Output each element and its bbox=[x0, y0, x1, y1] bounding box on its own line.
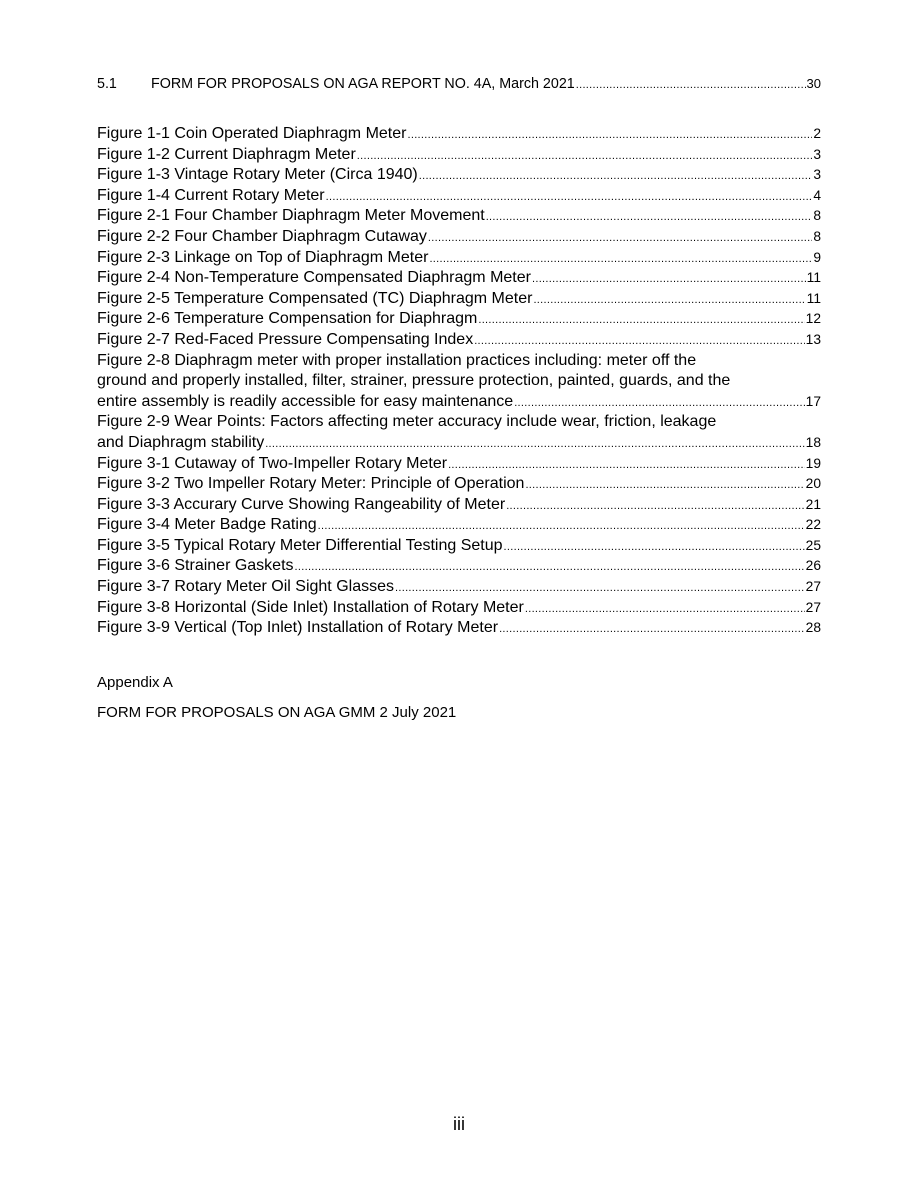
leader-dots bbox=[395, 578, 805, 599]
figure-title-row bbox=[97, 495, 821, 516]
figure-entry[interactable] bbox=[97, 186, 821, 207]
figure-title: Figure 3-1 Cutaway of Two-Impeller Rotary Meter bbox=[97, 454, 448, 472]
leader-dots bbox=[499, 619, 805, 640]
figure-title: Figure 1-1 Coin Operated Diaphragm Meter bbox=[97, 125, 407, 142]
figure-page-number: 21 bbox=[805, 496, 821, 512]
figure-title: Figure 1-3 Vintage Rotary Meter (Circa 1940) bbox=[97, 166, 418, 184]
figure-title-line: Figure 2-9 Wear Points: Factors affecting meter accuracy include wear, friction, leakage bbox=[97, 413, 717, 431]
figure-page-number: 3 bbox=[813, 167, 821, 183]
figure-title: Figure 3-6 Strainer Gaskets bbox=[97, 557, 294, 575]
leader-dots bbox=[265, 434, 804, 455]
figure-entry[interactable] bbox=[97, 556, 821, 577]
appendix-heading: Appendix A bbox=[97, 674, 173, 691]
leader-dots bbox=[448, 455, 805, 476]
figure-entry[interactable] bbox=[97, 474, 821, 495]
figure-title: Figure 1-2 Current Diaphragm Meter bbox=[97, 145, 356, 163]
figure-title-row bbox=[97, 454, 821, 475]
appendix-form-title: FORM FOR PROPOSALS ON AGA GMM 2 July 2021 bbox=[97, 704, 457, 721]
figure-page-number: 13 bbox=[805, 331, 821, 347]
figure-page-number: 9 bbox=[813, 249, 821, 265]
leader-dots bbox=[407, 125, 812, 146]
figure-title-row bbox=[97, 515, 821, 536]
page-number: iii bbox=[453, 1114, 465, 1134]
figure-title-row bbox=[97, 227, 821, 248]
figure-page-number: 11 bbox=[806, 270, 821, 286]
leader-dots bbox=[504, 537, 805, 558]
leader-dots bbox=[429, 249, 812, 270]
figure-title-row bbox=[97, 309, 821, 330]
figure-entry[interactable] bbox=[97, 289, 821, 310]
figure-page-number: 27 bbox=[805, 599, 821, 615]
leader-dots bbox=[486, 207, 813, 228]
figure-title: Figure 2-6 Temperature Compensation for Diaphragm bbox=[97, 310, 478, 328]
figure-title-row bbox=[97, 124, 821, 145]
figure-page-number: 18 bbox=[805, 434, 821, 450]
leader-dots bbox=[514, 393, 804, 414]
leader-dots bbox=[295, 557, 805, 578]
figure-title: Figure 2-3 Linkage on Top of Diaphragm Meter bbox=[97, 248, 429, 266]
leader-dots bbox=[474, 331, 804, 352]
figure-title-row bbox=[97, 577, 821, 598]
figure-title: Figure 3-8 Horizontal (Side Inlet) Installation of Rotary Meter bbox=[97, 598, 524, 616]
figure-page-number: 8 bbox=[813, 208, 821, 224]
figure-page-number: 3 bbox=[813, 146, 821, 162]
leader-dots bbox=[428, 228, 812, 249]
figure-title-row bbox=[97, 536, 821, 557]
figure-title: Figure 2-7 Red-Faced Pressure Compensating Index bbox=[97, 330, 474, 348]
figure-entry[interactable] bbox=[97, 351, 821, 413]
figure-title: Figure 2-1 Four Chamber Diaphragm Meter Movement bbox=[97, 207, 485, 225]
figure-page-number: 8 bbox=[813, 228, 821, 244]
figure-title: Figure 3-2 Two Impeller Rotary Meter: Principle of Operation bbox=[97, 475, 525, 493]
figure-title-row bbox=[97, 186, 821, 207]
leader-dots bbox=[506, 496, 804, 517]
figure-title: Figure 3-4 Meter Badge Rating bbox=[97, 516, 317, 534]
figure-title-line: Figure 2-8 Diaphragm meter with proper installation practices including: meter off the bbox=[97, 351, 697, 369]
leader-dots bbox=[478, 310, 804, 331]
figure-entry[interactable] bbox=[97, 454, 821, 475]
leader-dots bbox=[357, 146, 813, 167]
leader-dots bbox=[532, 269, 806, 290]
figure-title-row bbox=[97, 474, 821, 495]
figure-title-row bbox=[97, 392, 821, 413]
figure-title: entire assembly is readily accessible for easy maintenance bbox=[97, 392, 514, 410]
figure-title-row bbox=[97, 206, 821, 227]
figure-title: Figure 2-5 Temperature Compensated (TC) Diaphragm Meter bbox=[97, 289, 533, 307]
figure-entry[interactable] bbox=[97, 515, 821, 536]
figure-page-number: 19 bbox=[805, 455, 821, 471]
figure-title-row bbox=[97, 330, 821, 351]
figure-title-row bbox=[97, 598, 821, 619]
leader-dots bbox=[533, 290, 805, 311]
leader-dots bbox=[326, 187, 813, 208]
figure-title-line: ground and properly installed, filter, strainer, pressure protection, painted, guards, and the bbox=[97, 372, 731, 390]
figure-title: Figure 3-5 Typical Rotary Meter Differential Testing Setup bbox=[97, 536, 503, 554]
leader-dots bbox=[318, 516, 805, 537]
figure-title-row bbox=[97, 556, 821, 577]
figure-page-number: 17 bbox=[805, 393, 821, 409]
figure-entry[interactable] bbox=[97, 330, 821, 351]
figure-title: Figure 3-9 Vertical (Top Inlet) Installation of Rotary Meter bbox=[97, 619, 499, 637]
figure-entry[interactable] bbox=[97, 268, 821, 289]
toc-section-title: FORM FOR PROPOSALS ON AGA REPORT NO. 4A, March 2021 bbox=[151, 76, 575, 92]
figure-title-row bbox=[97, 145, 821, 166]
figure-entry[interactable] bbox=[97, 145, 821, 166]
figure-page-number: 20 bbox=[805, 476, 821, 492]
toc-page-number: 30 bbox=[806, 76, 821, 91]
figure-page-number: 27 bbox=[805, 579, 821, 595]
figure-entry[interactable] bbox=[97, 577, 821, 598]
leader-dots bbox=[419, 166, 813, 187]
figure-title: Figure 3-3 Accurary Curve Showing Rangeability of Meter bbox=[97, 495, 506, 513]
figure-entry[interactable] bbox=[97, 412, 821, 453]
figure-title-row bbox=[97, 248, 821, 269]
figure-page-number: 22 bbox=[805, 517, 821, 533]
figure-title: Figure 2-4 Non-Temperature Compensated Diaphragm Meter bbox=[97, 269, 531, 287]
figure-title-row bbox=[97, 289, 821, 310]
figure-entry[interactable] bbox=[97, 309, 821, 330]
figure-title: Figure 2-2 Four Chamber Diaphragm Cutaway bbox=[97, 227, 427, 245]
figure-page-number: 2 bbox=[813, 126, 821, 141]
figure-page-number: 25 bbox=[805, 537, 821, 553]
toc-section-number: 5.1 bbox=[97, 76, 117, 92]
figure-title: Figure 3-7 Rotary Meter Oil Sight Glasses bbox=[97, 578, 394, 596]
figure-title: Figure 1-4 Current Rotary Meter bbox=[97, 186, 325, 204]
figure-entry[interactable] bbox=[97, 495, 821, 516]
figure-title-row bbox=[97, 165, 821, 186]
figure-entry[interactable] bbox=[97, 165, 821, 186]
figure-title-row bbox=[97, 268, 821, 289]
figure-entry[interactable] bbox=[97, 124, 821, 145]
leader-dots bbox=[525, 599, 805, 620]
leader-dots bbox=[525, 475, 804, 496]
toc-entry-5-1[interactable] bbox=[97, 76, 821, 94]
figure-entry[interactable] bbox=[97, 227, 821, 248]
figure-page-number: 4 bbox=[813, 187, 821, 203]
figure-entry[interactable] bbox=[97, 598, 821, 619]
list-of-figures bbox=[97, 124, 821, 639]
figure-page-number: 11 bbox=[806, 290, 821, 306]
figure-entry[interactable] bbox=[97, 206, 821, 227]
figure-entry[interactable] bbox=[97, 248, 821, 269]
figure-title: and Diaphragm stability bbox=[97, 433, 265, 451]
figure-entry[interactable] bbox=[97, 536, 821, 557]
figure-entry[interactable] bbox=[97, 618, 821, 639]
figure-page-number: 12 bbox=[805, 311, 821, 327]
toc-leader-dots bbox=[576, 79, 806, 91]
figure-page-number: 26 bbox=[805, 558, 821, 574]
figure-page-number: 28 bbox=[805, 620, 821, 636]
figure-title-row bbox=[97, 433, 821, 454]
figure-title-row bbox=[97, 618, 821, 639]
